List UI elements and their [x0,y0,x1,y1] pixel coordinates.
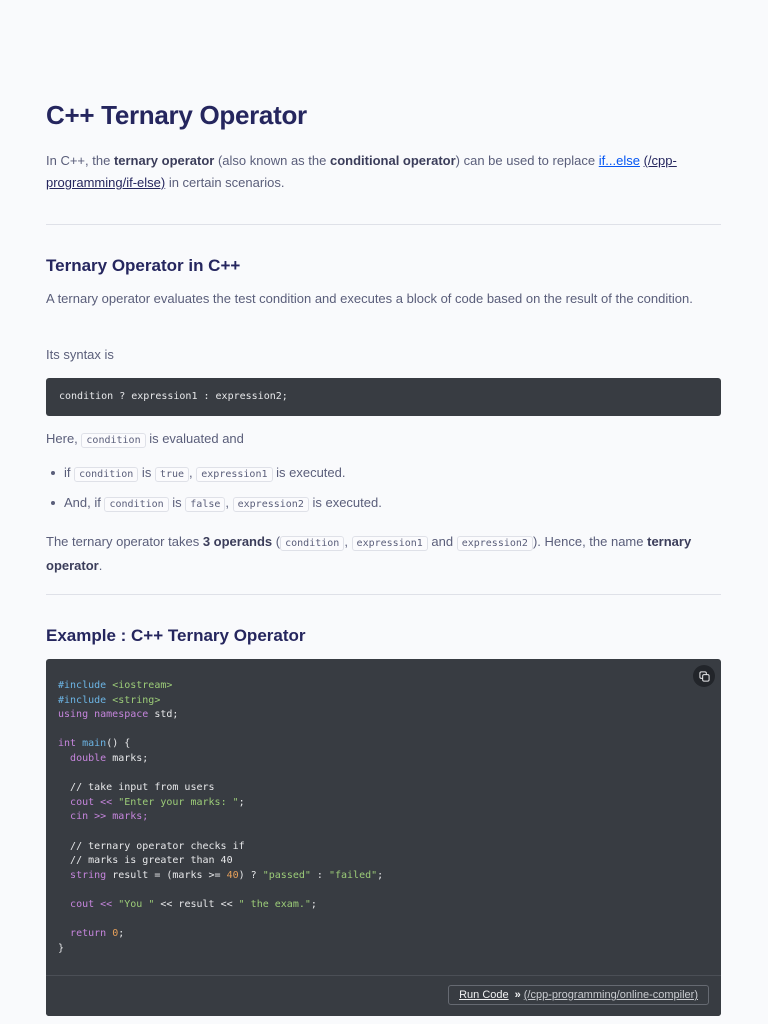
copy-button[interactable] [693,665,715,687]
list-text: And, if [64,495,105,510]
code-token: ; [118,928,125,940]
run-code-label[interactable]: Run Code [459,989,509,1001]
intro-bold-conditional: conditional operator [329,153,456,168]
code-token: string [70,869,107,881]
intro-text: (also known as the [214,153,330,168]
code-token: cout << [70,898,119,910]
operands-text: ( [272,534,281,549]
inline-code: condition [81,433,145,448]
code-token: << result << [154,898,239,910]
bold-ternary-operator: ternary operator [46,534,692,573]
here-paragraph [46,428,721,452]
list-text: is executed. [308,495,382,510]
copy-icon [699,671,710,682]
section-ternary [46,256,721,276]
code-token: cout << [70,796,119,808]
list-text: , [189,465,197,480]
inline-code: false [185,497,225,512]
code-token: ; [238,796,245,808]
code-comment: // ternary operator checks if [70,840,245,852]
list-text: is [168,495,186,510]
code-token: #include [58,680,113,691]
code-comment: // marks is greater than 40 [70,855,233,867]
code-token: #include [58,694,113,706]
inline-code: expression2 [457,536,533,551]
here-text: Here, [46,431,82,446]
code-token: 0 [112,928,119,940]
syntax-label: Its syntax is [46,347,114,362]
operands-text: The ternary operator takes [46,534,203,549]
operands-text: and [427,534,457,549]
if-else-url[interactable]: (/cpp-programming/if-else) [46,153,677,190]
code-token: cin >> marks; [70,811,149,823]
syntax-code-block [46,378,721,416]
list-item [46,492,382,522]
code-token: ; [310,898,317,910]
code-token: ) ? [238,869,263,881]
list-text: , [225,495,233,510]
code-token: std; [148,709,179,721]
syntax-intro [46,344,721,366]
code-token: result = (marks >= [106,869,227,881]
intro-bold-ternary: ternary operator [113,153,215,168]
article-header [46,100,721,131]
code-token: main [82,738,107,750]
divider [46,594,721,595]
code-comment: // take input from users [70,782,215,794]
code-token: : [310,869,329,881]
page-title: C++ Ternary Operator [46,100,307,130]
code-token: "failed" [328,869,378,881]
code-listing [58,679,383,956]
operands-text: . [98,558,103,573]
inline-code: expression2 [233,497,309,512]
operands-text: ). Hence, the name [532,534,648,549]
online-compiler-url[interactable]: (/cpp-programming/online-compiler) [523,989,698,1001]
operands-text: , [344,534,352,549]
if-else-link[interactable]: if...else [598,153,640,168]
code-token: marks; [106,752,149,764]
list-text: is [138,465,155,480]
here-text: is evaluated and [145,431,244,446]
syntax-code: condition ? expression1 : expression2; [59,391,288,402]
double-chevron-icon: » [514,989,521,1001]
list-text: if [64,465,75,480]
section-paragraph [46,288,721,310]
intro-paragraph [46,150,721,194]
code-token: " the exam." [238,898,311,910]
inline-code: condition [104,497,168,512]
code-token: "Enter your marks: " [118,796,239,808]
code-footer [46,975,721,1016]
code-token: "You " [118,898,155,910]
list-item [46,462,382,492]
code-token: "passed" [262,869,311,881]
code-token: <string> [112,694,161,706]
code-token: using namespace [58,709,149,721]
run-code-button[interactable] [448,985,709,1005]
operands-paragraph [46,531,721,577]
intro-text: ) can be used to replace [455,153,599,168]
section-heading: Ternary Operator in C++ [46,256,241,275]
inline-code: expression1 [196,467,272,482]
description-text: A ternary operator evaluates the test condition and executes a block of code based on the result of the condition. [46,291,693,306]
code-token: double [70,752,107,764]
code-token: return [70,928,107,940]
code-token: int [58,738,77,750]
intro-text: In C++, the [46,153,114,168]
section-example [46,626,721,646]
intro-text: in certain scenarios. [165,175,285,190]
list-text: is executed. [272,465,346,480]
inline-code: condition [280,536,344,551]
divider [46,224,721,225]
condition-list [46,462,382,522]
example-code-block [46,659,721,1016]
inline-code: expression1 [352,536,428,551]
code-token: <iostream> [112,680,173,691]
inline-code: condition [74,467,138,482]
code-token: () { [106,738,131,750]
inline-code: true [155,467,189,482]
code-token: } [58,942,65,954]
code-token: 40 [226,869,239,881]
code-token: ; [377,869,384,881]
example-heading: Example : C++ Ternary Operator [46,626,306,645]
bold-operands: 3 operands [202,534,273,549]
